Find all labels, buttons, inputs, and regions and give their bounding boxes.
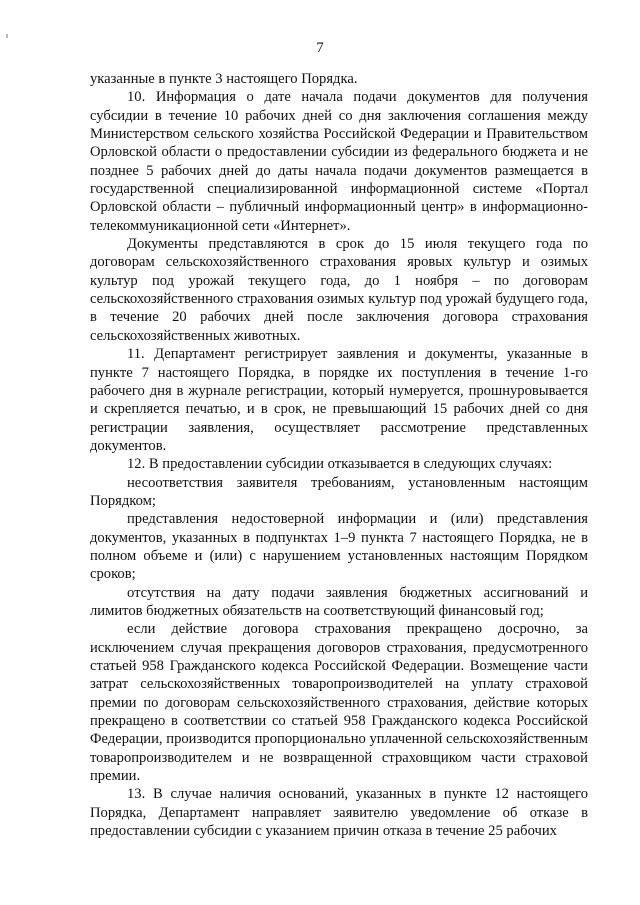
document-body	[90, 70, 588, 840]
refusal-case-3: отсутствия на дату подачи заявления бюджетных ассигнований и лимитов бюджетных обязательств на соответствующий финансовый год;	[90, 584, 588, 619]
paragraph-item-11: 11. Департамент регистрирует заявления и документы, указанные в пункте 7 настоящего Порядка, в порядке их поступления в течение 1-го рабочего дня в журнале регистрации, который нумеруется, прошнуровывается и скрепляется печатью, и в срок, не превышающий 15 рабочих дней со дня регистрации заявления, осуществляет рассмотрение представленных документов.	[90, 346, 588, 454]
refusal-case-2: представления недостоверной информации и (или) представления документов, указанных в подпунктах 1–9 пункта 7 настоящего Порядка, не в полном объеме и (или) с нарушением установленных настоящим Порядком сроков;	[90, 511, 588, 583]
paragraph-item-12: 12. В предоставлении субсидии отказывается в следующих случаях:	[127, 456, 553, 473]
paragraph-deadlines: Документы представляются в срок до 15 июля текущего года по договорам сельскохозяйственного страхования яровых культур и озимых культур под урожай текущего года, до 1 ноября – по договорам сельскохозяйственного страхования озимых культур под урожай будущего года, в течение 20 рабочих дней после заключения договора страхования сельскохозяйственных животных.	[90, 236, 588, 344]
paragraph-item-10: 10. Информация о дате начала подачи документов для получения субсидии в течение 10 рабочих дней со дня заключения соглашения между Министерством сельского хозяйства Российской Федерации и Правительством Орловской области о предоставлении субсидии из федерального бюджета и не позднее 5 рабочих дней до даты начала подачи документов размещается в государственной специализированной информационной системе «Портал Орловской области – публичный информационный центр» в информационно-телекоммуникационной сети «Интернет».	[90, 89, 588, 234]
scan-mark	[6, 34, 8, 38]
refusal-case-1: несоответствия заявителя требованиям, установленным настоящим Порядком;	[90, 474, 588, 509]
page-number: 7	[316, 40, 324, 56]
refusal-case-4: если действие договора страхования прекращено досрочно, за исключением случая прекращения договоров страхования, предусмотренного статьей 958 Гражданского кодекса Российской Федерации. Возмещение части затрат сельскохозяйственных товаропроизводителей на уплату страховой премии по договорам сельскохозяйственного страхования, действие которых прекращено в соответствии со статьей 958 Гражданского кодекса Российской Федерации, производится пропорционально уплаченной сельскохозяйственным товаропроизводителем и не возвращенной страховщиком части страховой премии.	[90, 621, 588, 785]
paragraph-item-13: 13. В случае наличия оснований, указанных в пункте 12 настоящего Порядка, Департамент направляет заявителю уведомление об отказе в предоставлении субсидии с указанием причин отказа в течение 25 рабочих	[90, 786, 588, 840]
paragraph-continuation: указанные в пункте 3 настоящего Порядка.	[90, 71, 358, 87]
